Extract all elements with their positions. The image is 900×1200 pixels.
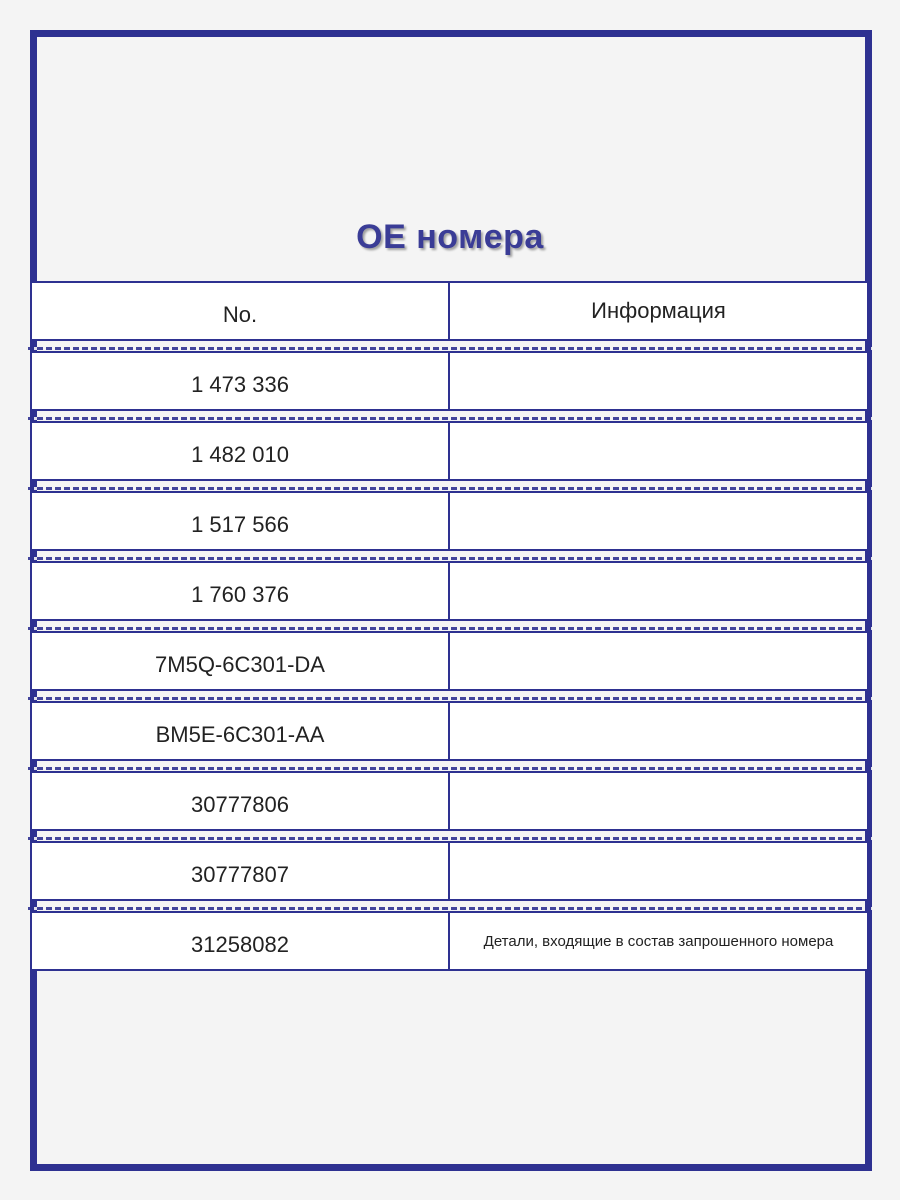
row-info: Детали, входящие в состав запрошенного номера <box>448 911 869 971</box>
table-row <box>30 561 871 621</box>
row-info <box>448 631 869 691</box>
row-number: 1 482 010 <box>30 421 450 481</box>
page-title: OE номера <box>356 218 544 256</box>
row-number: 30777806 <box>30 771 450 831</box>
table-row <box>30 771 871 831</box>
table-row <box>30 631 871 691</box>
table-header-row <box>30 281 871 341</box>
header-info: Информация <box>448 281 869 341</box>
row-number: 1 760 376 <box>30 561 450 621</box>
row-number: BM5E-6C301-AA <box>30 701 450 761</box>
row-info <box>448 421 869 481</box>
table-row <box>30 841 871 901</box>
row-info <box>448 701 869 761</box>
table-row <box>30 491 871 551</box>
table-row <box>30 351 871 411</box>
table-row <box>30 911 871 971</box>
row-info <box>448 491 869 551</box>
table-row <box>30 701 871 761</box>
table-row <box>30 421 871 481</box>
row-number: 30777807 <box>30 841 450 901</box>
row-number: 1 473 336 <box>30 351 450 411</box>
row-info <box>448 351 869 411</box>
row-info <box>448 561 869 621</box>
row-number: 7M5Q-6C301-DA <box>30 631 450 691</box>
header-number: No. <box>30 281 450 341</box>
row-number: 1 517 566 <box>30 491 450 551</box>
row-info <box>448 771 869 831</box>
row-number: 31258082 <box>30 911 450 971</box>
row-info <box>448 841 869 901</box>
